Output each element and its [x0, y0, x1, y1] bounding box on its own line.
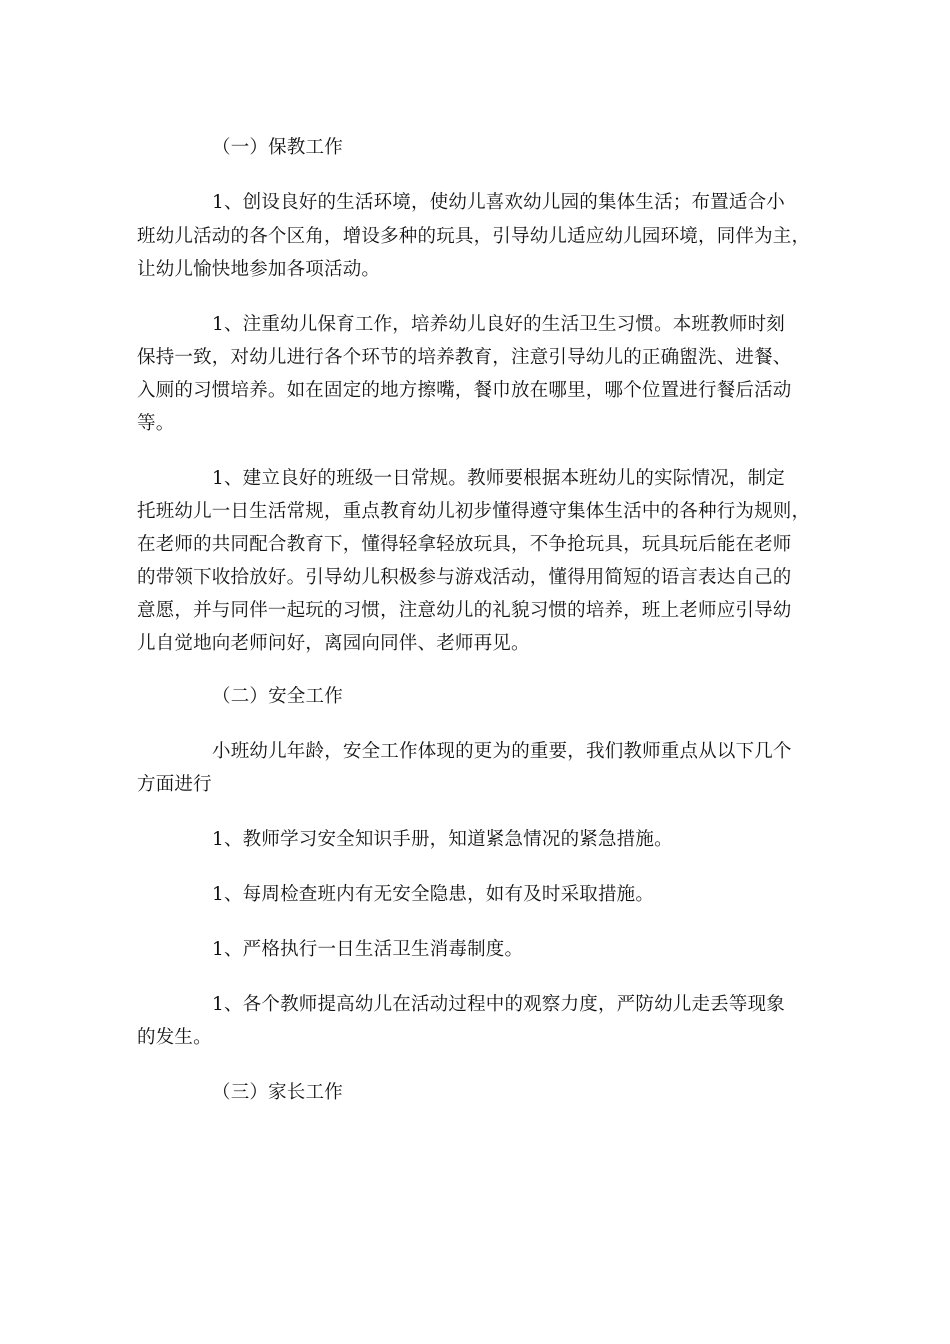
paragraph-line: 1、创设良好的生活环境，使幼儿喜欢幼儿园的集体生活；布置适合小	[212, 192, 785, 213]
paragraph-line: 托班幼儿一日生活常规，重点教育幼儿初步懂得遵守集体生活中的各种行为规则，	[137, 501, 811, 522]
paragraph-line: 等。	[137, 413, 175, 434]
paragraph-line: 小班幼儿年龄，安全工作体现的更为的重要，我们教师重点从以下几个	[212, 741, 792, 762]
paragraph-line: 入厕的习惯培养。如在固定的地方擦嘴，餐巾放在哪里，哪个位置进行餐后活动	[137, 380, 792, 401]
paragraph-line: 让幼儿愉快地参加各项活动。	[137, 259, 381, 280]
paragraph-line: 保持一致，对幼儿进行各个环节的培养教育，注意引导幼儿的正确盥洗、进餐、	[137, 347, 792, 368]
paragraph-line: 意愿，并与同伴一起玩的习惯，注意幼儿的礼貌习惯的培养，班上老师应引导幼	[137, 600, 792, 621]
paragraph-line: 在老师的共同配合教育下，懂得轻拿轻放玩具，不争抢玩具，玩具玩后能在老师	[137, 534, 792, 555]
section-heading-1: （一）保教工作	[212, 137, 343, 158]
list-item: 1、每周检查班内有无安全隐患，如有及时采取措施。	[212, 884, 655, 905]
paragraph-line: 方面进行	[137, 774, 212, 795]
paragraph-line: 儿自觉地向老师问好，离园向同伴、老师再见。	[137, 633, 530, 654]
paragraph-line: 的发生。	[137, 1027, 212, 1048]
section-heading-2: （二）安全工作	[212, 686, 343, 707]
paragraph-line: 1、各个教师提高幼儿在活动过程中的观察力度，严防幼儿走丢等现象	[212, 994, 785, 1015]
list-item: 1、教师学习安全知识手册，知道紧急情况的紧急措施。	[212, 829, 673, 850]
section-heading-3: （三）家长工作	[212, 1082, 343, 1103]
paragraph-line: 的带领下收拾放好。引导幼儿积极参与游戏活动，懂得用简短的语言表达自己的	[137, 567, 792, 588]
paragraph-line: 1、建立良好的班级一日常规。教师要根据本班幼儿的实际情况，制定	[212, 468, 785, 489]
paragraph-line: 班幼儿活动的各个区角，增设多种的玩具，引导幼儿适应幼儿园环境，同伴为主，	[137, 226, 811, 247]
list-item: 1、严格执行一日生活卫生消毒制度。	[212, 939, 524, 960]
paragraph-line: 1、注重幼儿保育工作，培养幼儿良好的生活卫生习惯。本班教师时刻	[212, 314, 785, 335]
